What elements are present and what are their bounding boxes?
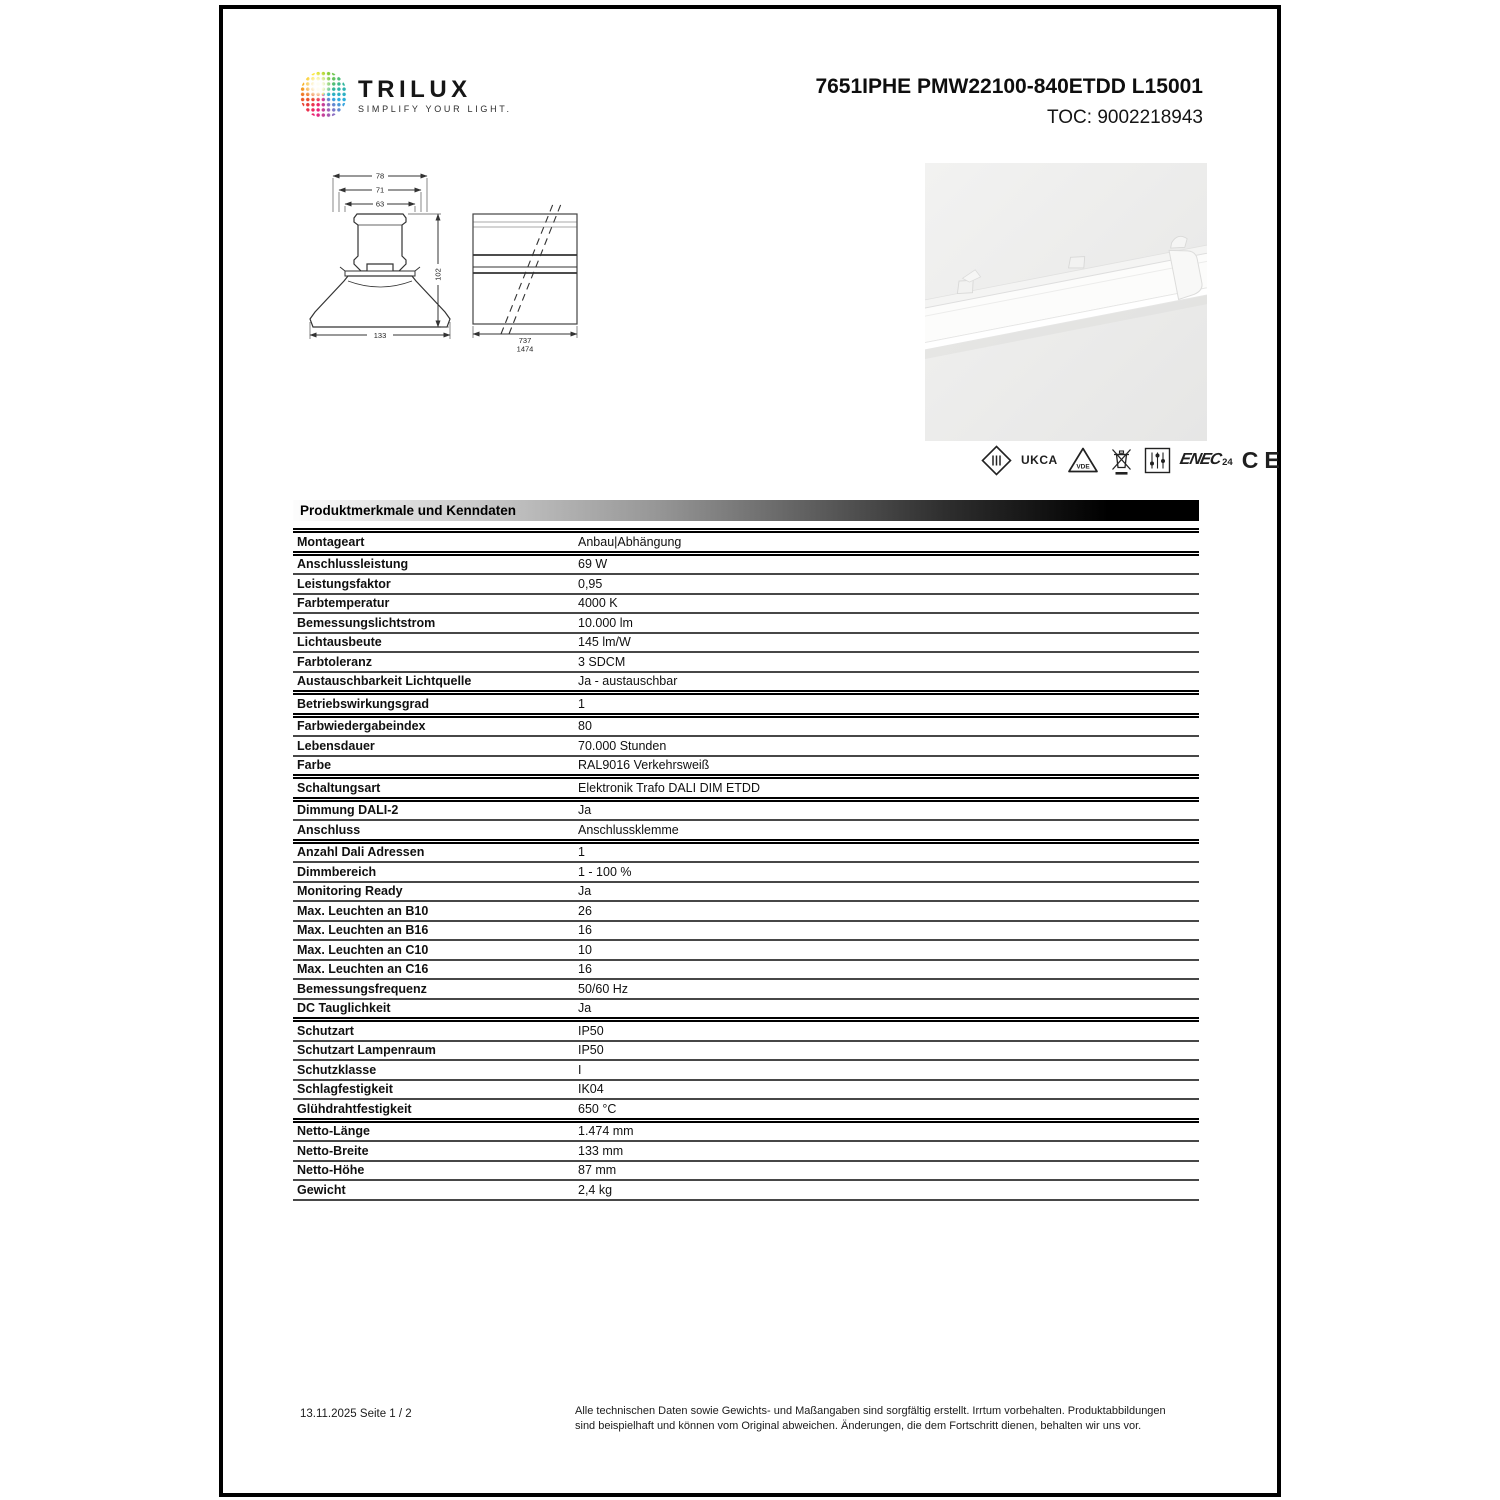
row-label: Anschluss [297,822,361,837]
row-label: Schutzklasse [297,1062,377,1077]
row-value: 650 °C [578,1101,617,1116]
row-value: RAL9016 Verkehrsweiß [578,758,710,773]
row-value: 1 [578,696,585,711]
row-label: Anschlussleistung [297,557,409,572]
spec-table-rows [293,528,1199,1201]
row-value: 3 SDCM [578,654,626,669]
brand-tagline: SIMPLIFY YOUR LIGHT. [358,104,512,114]
table-row [293,653,1199,673]
row-value: Anbau|Abhängung [578,534,682,549]
row-label: Bemessungsfrequenz [297,981,427,996]
product-spec-table [293,500,1199,1201]
certification-icons [981,442,1425,478]
logo-sphere-icon [300,71,347,118]
ukca-top: UK [1021,453,1040,467]
page-title: 7651IPHE PMW22100-840ETDD L15001 [815,75,1203,98]
row-label: Bemessungslichtstrom [297,615,436,630]
vde-label: VDE [1076,463,1090,470]
table-row [293,883,1199,903]
dim-height: 102 [433,268,443,281]
table-row [293,614,1199,634]
table-row [293,673,1199,696]
row-value: 87 mm [578,1163,617,1178]
row-label: Anzahl Dali Adressen [297,845,425,860]
table-row [293,1181,1199,1201]
table-row [293,902,1199,922]
table-row [293,941,1199,961]
weee-icon [1108,445,1135,476]
row-label: Schutzart [297,1023,354,1038]
row-label: Netto-Breite [297,1143,369,1158]
dim-length-long: 1474 [516,344,534,354]
row-label: Schutzart Lampenraum [297,1043,436,1058]
row-label: Leistungsfaktor [297,576,391,591]
table-row [293,1081,1199,1101]
row-label: Farbtoleranz [297,654,373,669]
table-row [293,575,1199,595]
trilux-logo [300,71,512,118]
row-label: Lebensdauer [297,738,375,753]
technical-drawing [295,164,585,354]
row-value: 70.000 Stunden [578,738,667,753]
table-row [293,1100,1199,1123]
row-label: Glühdrahtfestigkeit [297,1101,412,1116]
table-row [293,1142,1199,1162]
table-row [293,821,1199,844]
footer-date-page: 13.11.2025 Seite 1 / 2 [300,1408,412,1420]
table-row [293,556,1199,576]
row-value: Ja [578,803,592,818]
row-label: Farbe [297,758,332,773]
table-row [293,922,1199,942]
row-value: Anschlussklemme [578,822,679,837]
row-value: Ja - austauschbar [578,674,678,689]
ukca-bottom: CA [1039,453,1058,467]
table-row [293,980,1199,1000]
datasheet-page [219,5,1286,1497]
row-value: 16 [578,923,592,938]
row-label: Monitoring Ready [297,884,403,899]
row-value: 1 [578,845,585,860]
row-value: 2,4 kg [578,1182,613,1197]
header [815,75,1203,129]
row-label: Farbwiedergabeindex [297,719,426,734]
table-row [293,737,1199,757]
table-row [293,1123,1199,1143]
table-row [293,1061,1199,1081]
row-label: Netto-Länge [297,1124,370,1139]
row-label: Schlagfestigkeit [297,1082,393,1097]
row-value: 16 [578,962,592,977]
table-row [293,533,1199,556]
table-row [293,1022,1199,1042]
table-row [293,863,1199,883]
row-value: IP50 [578,1023,604,1038]
product-image [925,163,1207,441]
table-row [293,1162,1199,1182]
table-row [293,802,1199,822]
table-row [293,595,1199,615]
protection-class-iii-icon [981,445,1012,476]
row-value: 80 [578,719,592,734]
dim-width-inner: 63 [375,199,385,209]
row-value: Ja [578,1001,592,1016]
table-row [293,1000,1199,1023]
row-value: 4000 K [578,596,618,611]
table-row [293,634,1199,654]
dim-width-outer: 78 [375,171,385,181]
brand-text [358,71,512,114]
dali-dim-icon [1144,447,1171,474]
row-label: Betriebswirkungsgrad [297,696,429,711]
table-row [293,757,1199,780]
brand-name: TRILUX [358,76,472,103]
table-row [293,961,1199,981]
row-value: 145 lm/W [578,635,631,650]
enec-label: ENEC [1177,451,1223,468]
row-value: 50/60 Hz [578,981,629,996]
dim-width-mid: 71 [375,185,385,195]
table-row [293,695,1199,718]
toc-number: TOC: 9002218943 [1047,107,1203,128]
enec-suffix: 24 [1222,457,1233,468]
row-label: Farbtemperatur [297,596,390,611]
table-title-bar: Produktmerkmale und Kenndaten [293,500,1199,521]
dim-length-short: 737 [518,336,532,345]
table-row [293,1042,1199,1062]
profile-bracket [345,271,415,276]
row-value: Ja [578,884,592,899]
enec-24-icon [1177,451,1233,469]
row-label: Dimmung DALI-2 [297,803,399,818]
ce-icon: CE [1241,446,1286,473]
dim-base-width: 133 [373,330,387,340]
row-value: 1 - 100 % [578,864,632,879]
row-value: Elektronik Trafo DALI DIM ETDD [578,780,760,795]
row-label: Lichtausbeute [297,635,382,650]
table-row [293,779,1199,802]
row-value: 10 [578,942,592,957]
vde-icon [1067,446,1099,475]
row-label: Montageart [297,534,365,549]
table-row [293,718,1199,738]
row-label: Max. Leuchten an B16 [297,923,429,938]
row-value: 133 mm [578,1143,624,1158]
row-label: Schaltungsart [297,780,381,795]
profile-rail [354,214,406,271]
row-value: 69 W [578,557,608,572]
row-label: Netto-Höhe [297,1163,365,1178]
profile-base [310,276,450,327]
row-label: Austauschbarkeit Lichtquelle [297,674,472,689]
row-label: DC Tauglichkeit [297,1001,391,1016]
row-label: Dimmbereich [297,864,377,879]
row-value: IK04 [578,1082,604,1097]
row-value: 0,95 [578,576,603,591]
row-value: 26 [578,903,592,918]
row-value: IP50 [578,1043,604,1058]
row-label: Gewicht [297,1182,346,1197]
ukca-icon [1021,455,1058,465]
row-label: Max. Leuchten an B10 [297,903,429,918]
row-value: I [578,1062,582,1077]
footer-disclaimer: Alle technischen Daten sowie Gewichts- und Maßangaben sind sorgfältig erstellt. Irrtum vorbehalten. Produktabbildungen sind beispielhaft und können vom Original abweichen. Änderungen, die dem Fortschritt dienen, behalten wir uns vor. [575,1405,1166,1432]
row-label: Max. Leuchten an C10 [297,942,429,957]
row-label: Max. Leuchten an C16 [297,962,429,977]
row-value: 10.000 lm [578,615,633,630]
table-row [293,844,1199,864]
side-view [473,214,577,324]
row-value: 1.474 mm [578,1124,634,1139]
